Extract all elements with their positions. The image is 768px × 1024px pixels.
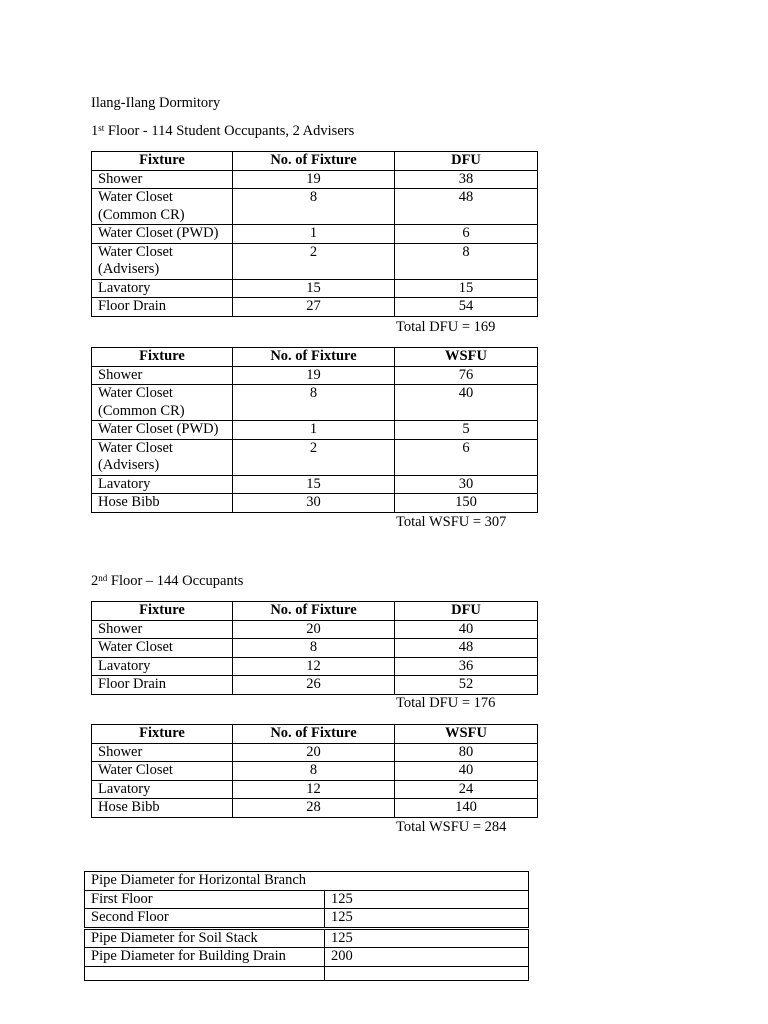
floor2-heading: 2nd Floor – 144 Occupants [91,573,244,589]
column-header: Fixture [92,602,233,621]
column-header: Fixture [92,152,233,171]
table-header-row [85,872,529,891]
table-header-row [92,602,538,621]
table-header-row [92,725,538,744]
table-row: Shower 20 40 [92,620,538,639]
table-row: Lavatory 12 36 [92,657,538,676]
table-row: Floor Drain 26 52 [92,676,538,695]
table-header-row [92,348,538,367]
floor2-wsfu-table [91,724,538,818]
column-header: No. of Fixture [233,348,395,367]
column-header: Fixture [92,348,233,367]
column-header: DFU [395,602,538,621]
column-header: No. of Fixture [233,602,395,621]
table-row: Hose Bibb 28 140 [92,799,538,818]
column-header: No. of Fixture [233,152,395,171]
table-row: Water Closet (PWD) 1 5 [92,421,538,440]
floor1-wsfu-table [91,347,538,513]
table-row: Lavatory 12 24 [92,780,538,799]
table-row: Floor Drain 27 54 [92,298,538,317]
column-header: Fixture [92,725,233,744]
table-row: Water Closet 8 48 [92,639,538,658]
table-row: First Floor 125 [85,890,529,909]
table-header-row [92,152,538,171]
table-row: Shower 19 76 [92,366,538,385]
table-row: Water Closet (PWD) 1 6 [92,225,538,244]
table-row: Second Floor 125 [85,909,529,929]
document-title: Ilang-Ilang Dormitory [91,95,221,111]
floor1-heading: 1st Floor - 114 Student Occupants, 2 Advisers [91,123,355,139]
floor2-wsfu-total: Total WSFU = 284 [396,819,507,835]
table-row: Pipe Diameter for Soil Stack 125 [85,928,529,948]
pipe-table-header: Pipe Diameter for Horizontal Branch [85,872,529,891]
column-header: No. of Fixture [233,725,395,744]
floor2-dfu-total: Total DFU = 176 [396,695,496,711]
table-row: Shower 20 80 [92,743,538,762]
table-row: Water Closet 8 40 [92,762,538,781]
table-row: Lavatory 15 15 [92,279,538,298]
table-row [85,966,529,980]
table-row: Pipe Diameter for Building Drain 200 [85,948,529,967]
table-row: Water Closet (Common CR) 8 48 [92,189,538,225]
table-row: Shower 19 38 [92,170,538,189]
floor2-dfu-table [91,601,538,695]
column-header: WSFU [395,348,538,367]
floor1-dfu-table [91,151,538,317]
column-header: DFU [395,152,538,171]
table-row: Water Closet (Advisers) 2 8 [92,243,538,279]
floor1-wsfu-total: Total WSFU = 307 [396,514,507,530]
table-row: Hose Bibb 30 150 [92,494,538,513]
pipe-diameter-table [84,871,529,981]
table-row: Water Closet (Advisers) 2 6 [92,439,538,475]
floor1-dfu-total: Total DFU = 169 [396,319,496,335]
column-header: WSFU [395,725,538,744]
table-row: Water Closet (Common CR) 8 40 [92,385,538,421]
table-row: Lavatory 15 30 [92,475,538,494]
